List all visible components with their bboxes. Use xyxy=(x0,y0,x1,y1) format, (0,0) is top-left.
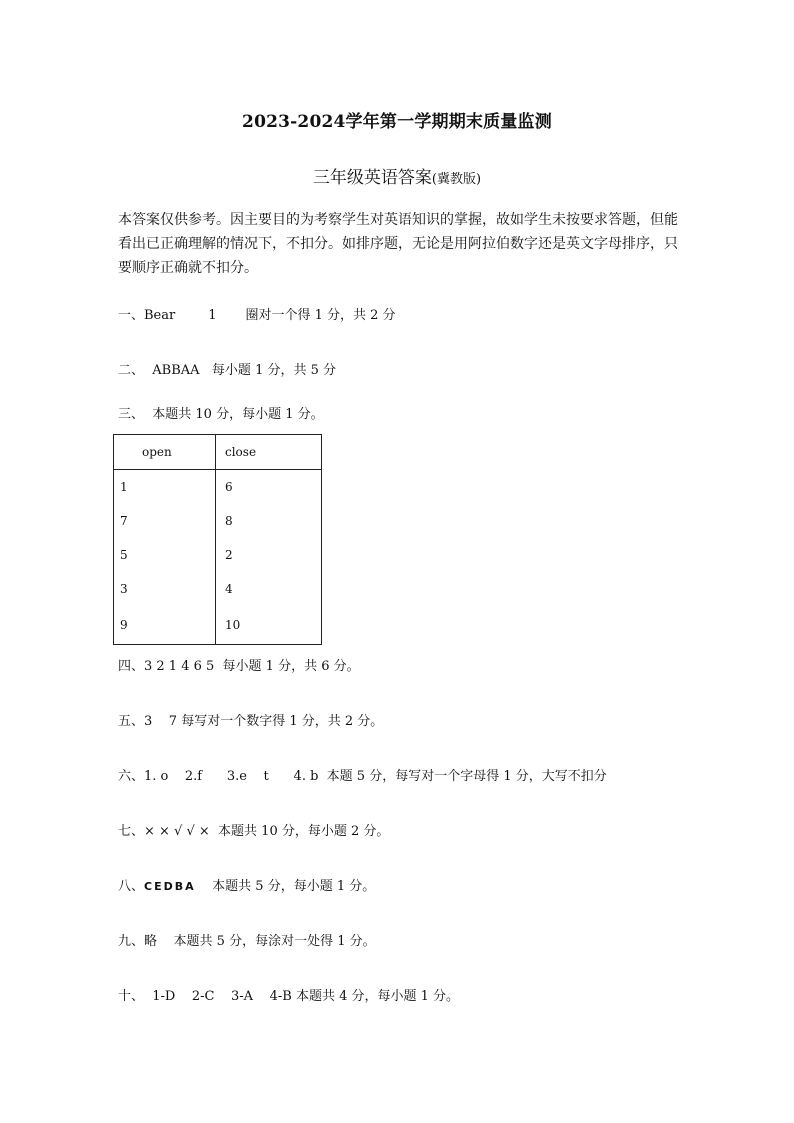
table-header-close: close xyxy=(216,435,322,470)
answer-q8-prefix: 八、 xyxy=(118,879,145,894)
answer-q2: 二、 ABBAA 每小题 1 分，共 5 分 xyxy=(118,363,337,378)
document-subtitle xyxy=(0,163,794,188)
table-cell: 1 xyxy=(114,470,216,505)
table-cell: 7 xyxy=(114,504,216,538)
subtitle-main: 三年级英语答案 xyxy=(312,168,432,188)
table-row xyxy=(114,470,322,505)
table-cell: 8 xyxy=(216,504,322,538)
answer-q5: 五、3 7 每写对一个数字得 1 分，共 2 分。 xyxy=(118,714,384,729)
answer-q3: 三、 本题共 10 分，每小题 1 分。 xyxy=(118,407,324,422)
subtitle-edition: (冀教版) xyxy=(431,172,482,187)
table-row xyxy=(114,606,322,645)
table-cell: 5 xyxy=(114,538,216,572)
answer-q10: 十、 1-D 2-C 3-A 4-B 本题共 4 分，每小题 1 分。 xyxy=(118,989,460,1004)
table-cell: 2 xyxy=(216,538,322,572)
intro-paragraph: 本答案仅供参考。因主要目的为考察学生对英语知识的掌握，故如学生未按要求答题，但能看出已正确理解的情况下，不扣分。如排序题，无论是用阿拉伯数字还是英文字母排序，只要顺序正确就不扣分。 xyxy=(118,212,678,276)
answer-q8-suffix: 本题共 5 分，每小题 1 分。 xyxy=(195,879,376,894)
table-row xyxy=(114,538,322,572)
table-cell: 9 xyxy=(114,606,216,645)
answer-q1: 一、Bear 1 圈对一个得 1 分，共 2 分 xyxy=(118,308,396,323)
document-title: 2023-2024学年第一学期期末质量监测 xyxy=(242,112,552,132)
answer-q8-letters: CEDBA xyxy=(144,880,196,893)
open-close-table xyxy=(113,434,322,645)
table-cell: 4 xyxy=(216,572,322,606)
answer-q4: 四、3 2 1 4 6 5 每小题 1 分，共 6 分。 xyxy=(118,659,360,674)
answer-q6: 六、1. o 2.f 3.e t 4. b 本题 5 分，每写对一个字母得 1 分，大写不扣分 xyxy=(118,769,607,784)
table-row xyxy=(114,572,322,606)
answer-q7: 七、× × √ √ × 本题共 10 分，每小题 2 分。 xyxy=(118,824,390,839)
table-header-open: open xyxy=(114,435,216,470)
table-cell: 10 xyxy=(216,606,322,645)
table-cell: 6 xyxy=(216,470,322,505)
answer-q8 xyxy=(118,875,375,894)
table-cell: 3 xyxy=(114,572,216,606)
answer-q9: 九、略 本题共 5 分，每涂对一处得 1 分。 xyxy=(118,934,376,949)
table-row xyxy=(114,504,322,538)
